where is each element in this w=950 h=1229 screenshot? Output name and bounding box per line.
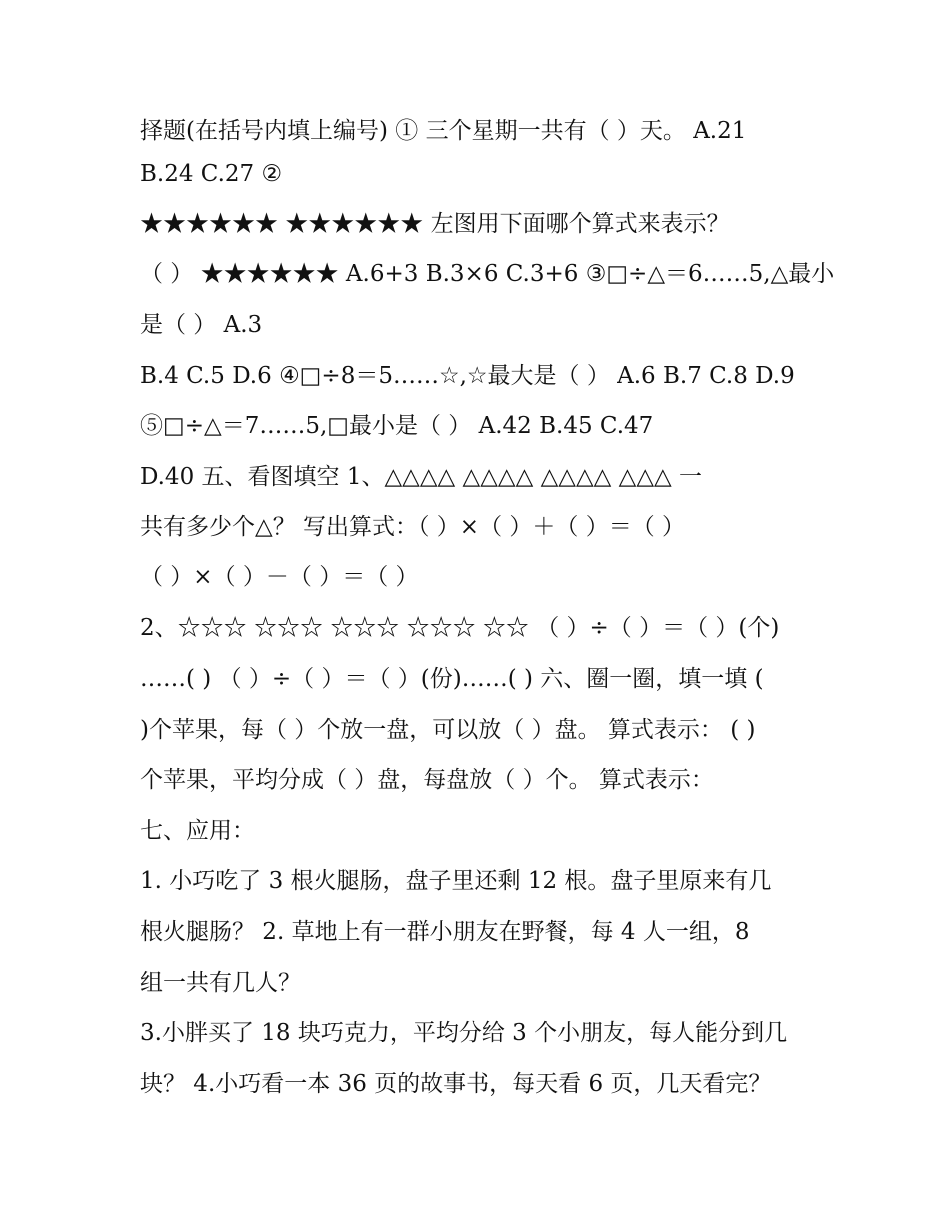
text-line-choice-q1: 择题(在括号内填上编号) ① 三个星期一共有（ ）天。 A.21 <box>140 118 747 144</box>
text-line-problem-4: 块？ 4.小巧看一本 36 页的故事书，每天看 6 页，几天看完？ <box>140 1071 772 1097</box>
text-line-apples-2: 个苹果，平均分成（ ）盘，每盘放（ ）个。 算式表示： <box>140 767 714 793</box>
text-line-problem-3: 3.小胖买了 18 块巧克力，平均分给 3 个小朋友，每人能分到几 <box>140 1020 788 1046</box>
text-line-section-six: ……( ) （ ）÷（ ）＝（ ）(份)……( ) 六、圈一圈，填一填 ( <box>140 666 764 692</box>
text-line-choice-q1-options: B.24 C.27 ② <box>140 161 283 187</box>
text-line-problem-2-end: 组一共有几人？ <box>140 970 301 996</box>
text-line-choice-q2-options: （ ） ★★★★★★ A.6+3 B.3×6 C.3+6 ③□÷△＝6……5,△最小 <box>140 261 835 287</box>
text-line-triangle-equation: 共有多少个△？ 写出算式：（ ）×（ ）＋（ ）＝（ ） <box>140 514 686 540</box>
text-line-triangle-equation-2: （ ）×（ ）－（ ）＝（ ） <box>140 564 419 590</box>
text-line-problem-2: 根火腿肠？ 2. 草地上有一群小朋友在野餐，每 4 人一组，8 <box>140 919 750 945</box>
text-line-choice-q5: ⑤□÷△＝7……5,□最小是（ ） A.42 B.45 C.47 <box>140 413 654 439</box>
text-line-apples-1: )个苹果，每（ ）个放一盘，可以放（ ）盘。 算式表示： ( ) <box>140 717 756 743</box>
text-line-star-division: 2、☆☆☆ ☆☆☆ ☆☆☆ ☆☆☆ ☆☆ （ ）÷（ ）＝（ ）(个) <box>140 615 780 641</box>
text-line-choice-q4: B.4 C.5 D.6 ④□÷8＝5……☆,☆最大是（ ） A.6 B.7 C.8 D.9 <box>140 363 795 389</box>
text-line-problem-1: 1. 小巧吃了 3 根火腿肠，盘子里还剩 12 根。盘子里原来有几 <box>140 868 772 894</box>
text-line-choice-q3-answer: 是（ ） A.3 <box>140 312 263 338</box>
text-line-section-five: D.40 五、看图填空 1、△△△△ △△△△ △△△△ △△△ 一 <box>140 464 703 490</box>
section-heading-application: 七、应用： <box>140 818 255 844</box>
text-line-choice-q2-stars: ★★★★★★ ★★★★★★ 左图用下面哪个算式来表示？ <box>140 211 730 237</box>
